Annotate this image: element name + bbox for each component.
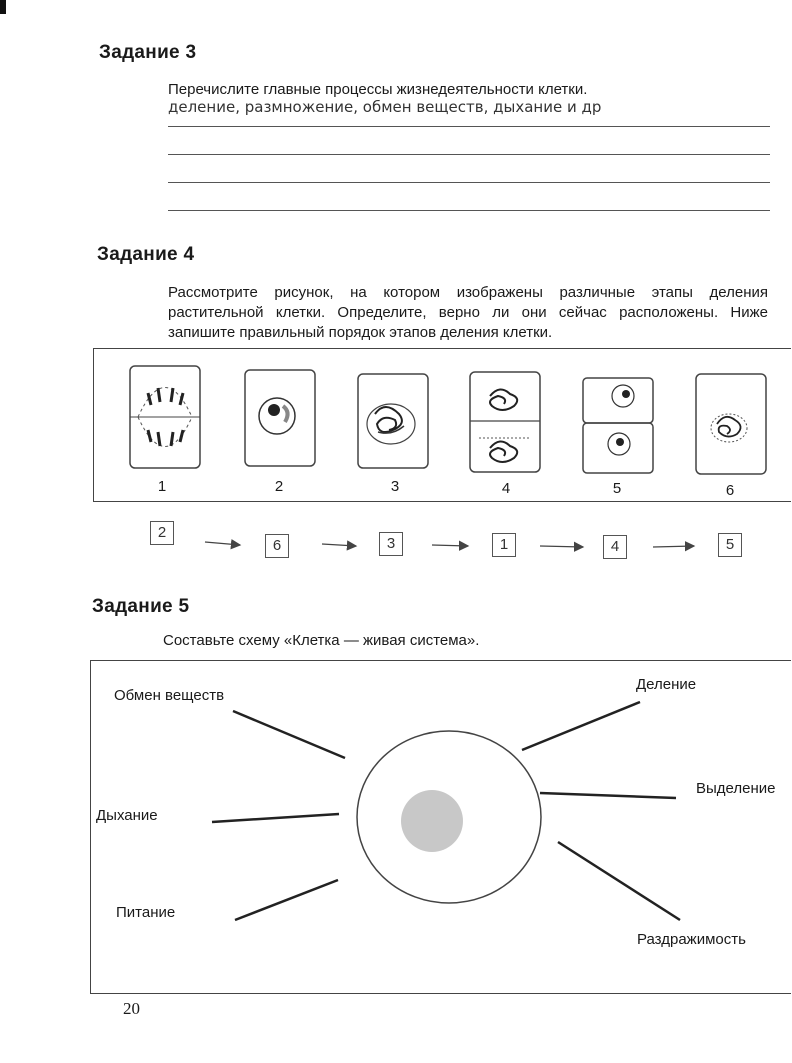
- line-nutrition: [235, 880, 338, 920]
- line-metabolism: [233, 711, 345, 758]
- figure-number-3: 3: [390, 478, 400, 495]
- order-box-5: 4: [603, 535, 627, 559]
- order-box-3: 3: [379, 532, 403, 556]
- line-excretion: [540, 793, 676, 798]
- order-box-2: 6: [265, 534, 289, 558]
- figure-number-1: 1: [157, 478, 167, 495]
- label-excretion: Выделение: [696, 780, 776, 797]
- label-irritability: Раздражимость: [637, 931, 746, 948]
- task3-title: Задание 3: [99, 42, 197, 63]
- label-division: Деление: [636, 676, 697, 693]
- label-nutrition: Питание: [116, 904, 176, 921]
- task5-title: Задание 5: [92, 596, 190, 617]
- task4-title: Задание 4: [97, 244, 195, 265]
- task5-text: Составьте схему «Клетка — живая система».: [163, 632, 480, 649]
- label-metabolism: Обмен веществ: [114, 687, 225, 704]
- task3-question: Перечислите главные процессы жизнедеятельности клетки.: [168, 81, 588, 98]
- order-box-6: 5: [718, 533, 742, 557]
- order-box-1: 2: [150, 521, 174, 545]
- line-irritability: [558, 842, 680, 920]
- order-box-4: 1: [492, 533, 516, 557]
- label-respiration: Дыхание: [96, 807, 158, 824]
- figure-number-2: 2: [274, 478, 284, 495]
- cell-nucleus: [401, 790, 463, 852]
- figure-number-5: 5: [612, 480, 622, 497]
- task3-answer: деление, размножение, обмен веществ, дыхание и др: [168, 98, 602, 116]
- figure-number-6: 6: [725, 482, 735, 499]
- figure-number-4: 4: [501, 480, 511, 497]
- page-number: 20: [123, 999, 140, 1018]
- line-division: [522, 702, 640, 750]
- task4-text: Рассмотрите рисунок, на котором изображены различные этапы деления растительной клетки. Определите, верно ли они сейчас расположены. Ниже запишите правильный порядок этапов деления клетки.: [168, 284, 768, 341]
- line-respiration: [212, 814, 339, 822]
